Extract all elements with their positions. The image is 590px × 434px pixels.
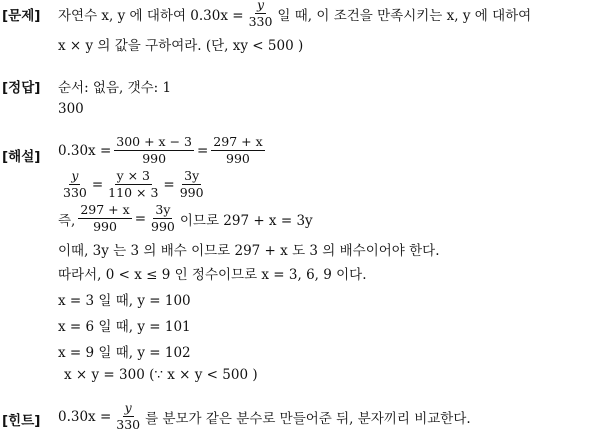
solution-line-7: x = 6 일 때, y = 101 bbox=[58, 319, 191, 335]
hint-label: [힌트] bbox=[2, 413, 41, 429]
hint-fraction: $\frac{y}{330}$ bbox=[116, 400, 141, 432]
problem-line-1 bbox=[58, 0, 531, 29]
problem-line-1-text: 자연수 x, y 에 대하여 0.30x = bbox=[58, 7, 244, 24]
solution-eq-2-frac-2: $\frac{y \times 3}{110 \times 3}$ bbox=[108, 168, 159, 200]
solution-eq-1-frac-2: $\frac{297 + x}{990}$ bbox=[213, 134, 263, 166]
solution-line-9: x × y = 300 (∵ x × y < 500 ) bbox=[64, 367, 258, 383]
solution-eq-1-frac-1: $\frac{300 + x - 3}{990}$ bbox=[116, 134, 192, 166]
solution-eq-3-frac-2: $\frac{3y}{990}$ bbox=[151, 202, 175, 234]
solution-label: [해설] bbox=[2, 149, 41, 165]
solution-line-6: x = 3 일 때, y = 100 bbox=[58, 293, 191, 309]
answer-line-1: 순서: 없음, 갯수: 1 bbox=[58, 80, 172, 96]
problem-line-2: x × y 의 값을 구하여라. (단, xy < 500 ) bbox=[58, 38, 304, 54]
solution-eq-2: $\frac{y}{330}$ = $\frac{y \times 3}{110 \times 3}$ = $\frac{3y}{990}$ bbox=[63, 168, 204, 200]
problem-line-1-tail: 일 때, 이 조건을 만족시키는 x, y 에 대하여 bbox=[277, 7, 532, 24]
solution-line-4: 이때, 3y 는 3 의 배수 이므로 297 + x 도 3 의 배수이어야 한다. bbox=[58, 243, 440, 259]
solution-eq-3-frac-1: $\frac{297 + x}{990}$ bbox=[80, 202, 130, 234]
solution-eq-2-frac-1: $\frac{y}{330}$ bbox=[63, 168, 87, 200]
solution-eq-2-frac-3: $\frac{3y}{990}$ bbox=[179, 168, 204, 200]
problem-label: [문제] bbox=[2, 8, 41, 24]
solution-eq-1: 0.30x = $\frac{300 + x - 3}{990}$ = $\frac{297 + x}{990}$ bbox=[58, 134, 263, 166]
solution-eq-3: 즉, $\frac{297 + x}{990}$ = $\frac{3y}{990}$ 이므로 297 + x = 3y bbox=[58, 202, 313, 234]
answer-value: 300 bbox=[58, 101, 84, 117]
solution-line-8: x = 9 일 때, y = 102 bbox=[58, 345, 191, 361]
answer-label: [정답] bbox=[2, 80, 41, 96]
problem-fraction: $\frac{y}{330}$ bbox=[248, 0, 273, 29]
hint-line: 0.30x = $\frac{y}{330}$ 를 분모가 같은 분수로 만들어준 뒤, 분자끼리 비교한다. bbox=[58, 400, 471, 432]
solution-line-5: 따라서, 0 < x ≤ 9 인 정수이므로 x = 3, 6, 9 이다. bbox=[58, 267, 367, 283]
